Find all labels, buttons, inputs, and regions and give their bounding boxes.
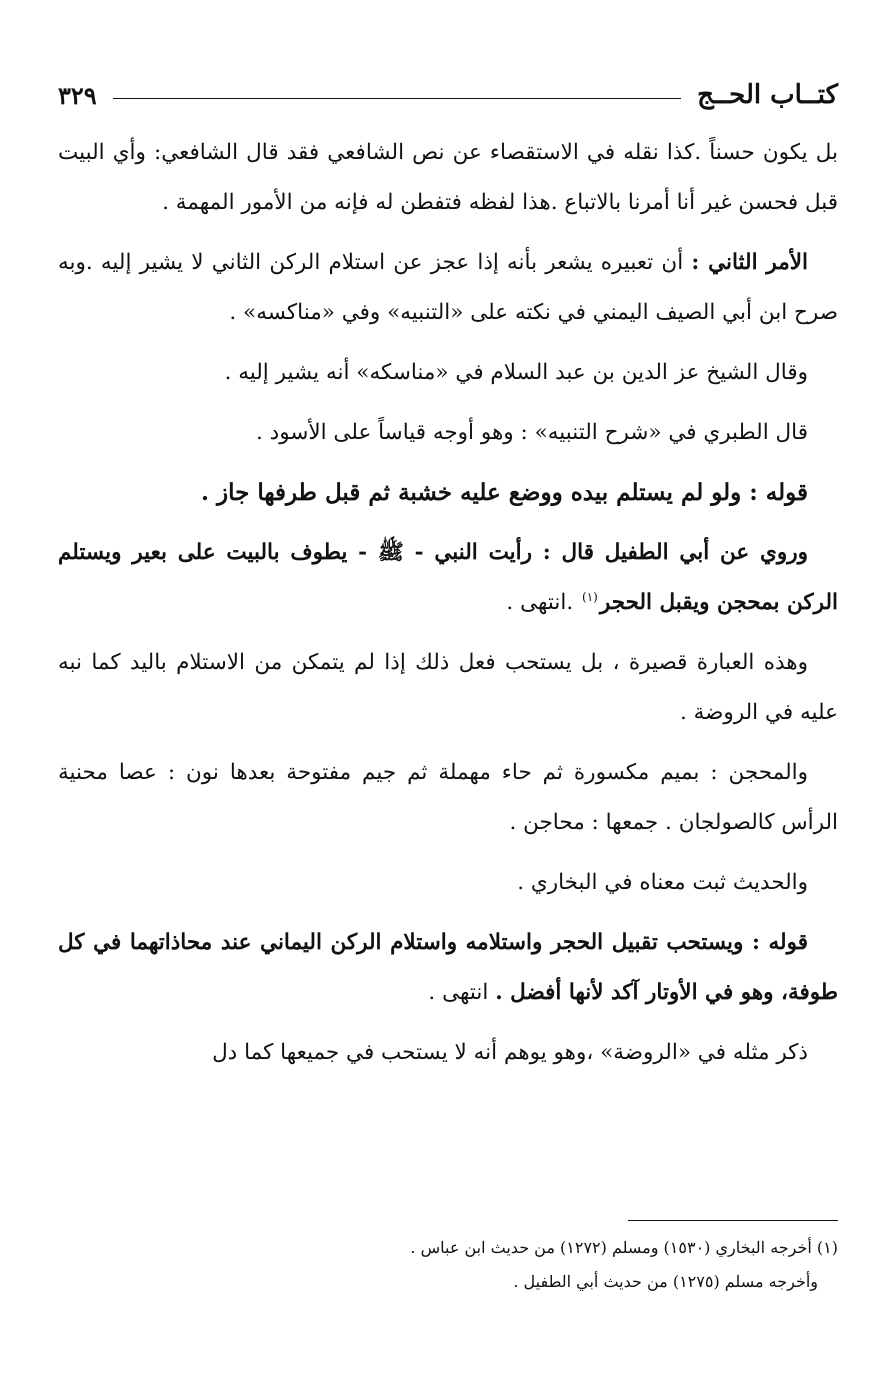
paragraph-6-quote: وروي عن أبي الطفيل قال : رأيت النبي - ﷺ - يطوف بالبيت على بعير ويستلم الركن بمحجن ويقبل الحجر [58,540,838,615]
paragraph-6 [58,528,838,628]
paragraph-10-text: انتهى . [428,980,496,1005]
paragraph-9: والحديث ثبت معناه في البخاري . [517,870,808,895]
paragraph-10-quote: قوله : ويستحب تقبيل الحجر واستلامه واستلام الركن اليماني عند محاذاتهما في كل طوفة، وهو في الأوتار آكد لأنها أفضل . [58,930,838,1005]
footnote-2: وأخرجه مسلم (١٢٧٥) من حديث أبي الطفيل . [513,1272,818,1291]
footnote-rule [628,1220,838,1221]
document-page [58,70,838,1088]
footnote-reference[interactable]: (١) [582,589,598,604]
paragraph-5-quote: قوله : ولو لم يستلم بيده ووضع عليه خشبة ثم قبل طرفها جاز . [201,479,808,506]
paragraph-2 [58,238,838,338]
header-rule [113,98,681,99]
paragraph-4: قال الطبري في «شرح التنبيه» : وهو أوجه قياساً على الأسود . [256,420,808,445]
paragraph-2-heading: الأمر الثاني : [691,250,808,275]
paragraph-2-text: أن تعبيره يشعر بأنه إذا عجز عن استلام الركن الثاني لا يشير إليه .وبه صرح ابن أبي الصيف اليمني في نكته على «التنبيه» وفي «مناكسه» . [58,250,838,325]
paragraph-3: وقال الشيخ عز الدين بن عبد السلام في «مناسكه» أنه يشير إليه . [224,360,808,385]
page-body [58,128,838,1078]
paragraph-11: ذكر مثله في «الروضة» ،وهو يوهم أنه لا يستحب في جميعها كما دل [212,1040,808,1065]
page-number: ٣٢٩ [58,80,97,110]
paragraph-10 [58,918,838,1018]
footnotes [58,1220,838,1299]
paragraph-6-text: .انتهى . [506,590,581,615]
paragraph-1: بل يكون حسناً .كذا نقله في الاستقصاء عن نص الشافعي فقد قال الشافعي: وأي البيت قبل فحسن غير أنا أمرنا بالاتباع .هذا لفظه فتفطن له فإنه من الأمور المهمة . [58,140,838,215]
page-header [58,70,838,120]
book-title: كتــاب الحــج [697,80,838,110]
footnote-1: (١) أخرجه البخاري (١٥٣٠) ومسلم (١٢٧٢) من حديث ابن عباس . [410,1238,838,1257]
paragraph-8: والمحجن : بميم مكسورة ثم حاء مهملة ثم جيم مفتوحة بعدها نون : عصا محنية الرأس كالصولجان . جمعها : محاجن . [58,760,838,835]
paragraph-7: وهذه العبارة قصيرة ، بل يستحب فعل ذلك إذا لم يتمكن من الاستلام باليد كما نبه عليه في الروضة . [58,650,838,725]
